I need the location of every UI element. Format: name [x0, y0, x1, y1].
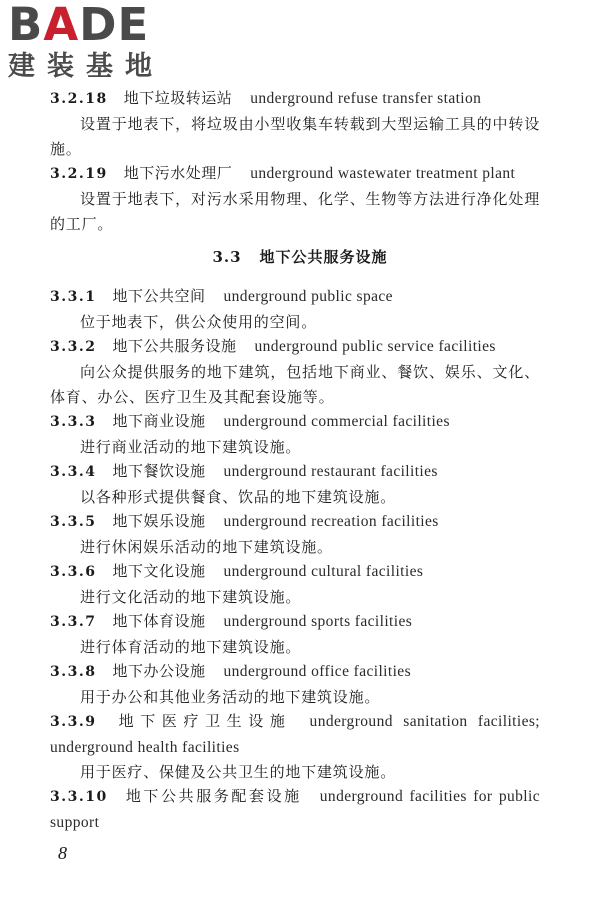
term-number: 3.3.3: [50, 414, 97, 430]
term-number: 3.2.18: [50, 91, 108, 107]
term-entry: [50, 784, 540, 835]
term-definition: 进行体育活动的地下建筑设施。: [80, 638, 302, 656]
term-entry: [50, 161, 540, 237]
term-definition: 向公众提供服务的地下建筑，包括地下商业、餐饮、娱乐、文化、体育、办公、医疗卫生及其配套设施等。: [50, 363, 540, 406]
term-chinese: 地下办公设施: [112, 662, 206, 680]
term-chinese: 地下垃圾转运站: [123, 89, 233, 107]
term-english: underground cultural facilities: [223, 563, 424, 580]
term-number: 3.3.9: [50, 714, 97, 730]
term-definition: 用于医疗、保健及公共卫生的地下建筑设施。: [80, 763, 397, 781]
logo-subtitle: 建装基地: [8, 51, 164, 82]
term-number: 3.3.4: [50, 464, 97, 480]
term-definition: 设置于地表下，对污水采用物理、化学、生物等方法进行净化处理的工厂。: [50, 190, 540, 233]
term-chinese: 地下污水处理厂: [123, 164, 233, 182]
term-english: underground wastewater treatment plant: [250, 165, 516, 182]
term-definition: 进行休闲娱乐活动的地下建筑设施。: [80, 538, 333, 556]
term-definition: 位于地表下，供公众使用的空间。: [80, 313, 318, 331]
term-english: underground restaurant facilities: [223, 463, 438, 480]
term-entry: [50, 409, 540, 460]
term-chinese: 地下公共服务配套设施: [123, 787, 302, 805]
term-chinese: 地下公共服务设施: [112, 337, 237, 355]
term-number: 3.3.6: [50, 564, 97, 580]
term-number: 3.3.1: [50, 289, 97, 305]
term-chinese: 地下医疗卫生设施: [112, 712, 292, 730]
term-chinese: 地下体育设施: [112, 612, 206, 630]
term-definition: 以各种形式提供餐食、饮品的地下建筑设施。: [80, 488, 397, 506]
term-chinese: 地下商业设施: [112, 412, 206, 430]
term-number: 3.2.19: [50, 166, 108, 182]
term-english: underground office facilities: [223, 663, 411, 680]
term-entry: [50, 334, 540, 410]
term-definition: 设置于地表下，将垃圾由小型收集车转载到大型运输工具的中转设施。: [50, 115, 540, 158]
term-english: underground refuse transfer station: [250, 90, 482, 107]
term-number: 3.3.8: [50, 664, 97, 680]
term-definition: 用于办公和其他业务活动的地下建筑设施。: [80, 688, 381, 706]
term-entry: [50, 86, 540, 162]
page-number: 8: [58, 843, 67, 863]
term-chinese: 地下文化设施: [112, 562, 206, 580]
term-entry: [50, 509, 540, 560]
term-entry: [50, 559, 540, 610]
section-heading: [0, 246, 600, 267]
logo-wordmark: BADE: [8, 0, 150, 51]
term-number: 3.3.2: [50, 339, 97, 355]
section-number: 3.3: [212, 248, 242, 266]
term-english: underground sanitation facilities; underground health facilities: [50, 713, 540, 756]
term-english: underground public space: [223, 288, 393, 305]
term-entry: [50, 459, 540, 510]
term-number: 3.3.10: [50, 789, 108, 805]
term-entry: [50, 284, 540, 335]
term-english: underground public service facilities: [254, 338, 496, 355]
term-english: underground facilities for public support: [50, 788, 540, 831]
term-chinese: 地下餐饮设施: [112, 462, 206, 480]
term-entry: [50, 609, 540, 660]
term-entry: [50, 709, 540, 785]
term-entry: [50, 659, 540, 710]
term-number: 3.3.5: [50, 514, 97, 530]
term-chinese: 地下公共空间: [112, 287, 206, 305]
term-english: underground commercial facilities: [223, 413, 450, 430]
term-chinese: 地下娱乐设施: [112, 512, 206, 530]
section-title: 地下公共服务设施: [259, 248, 388, 266]
term-definition: 进行文化活动的地下建筑设施。: [80, 588, 302, 606]
term-number: 3.3.7: [50, 614, 97, 630]
term-definition: 进行商业活动的地下建筑设施。: [80, 438, 302, 456]
term-english: underground recreation facilities: [223, 513, 439, 530]
term-english: underground sports facilities: [223, 613, 413, 630]
